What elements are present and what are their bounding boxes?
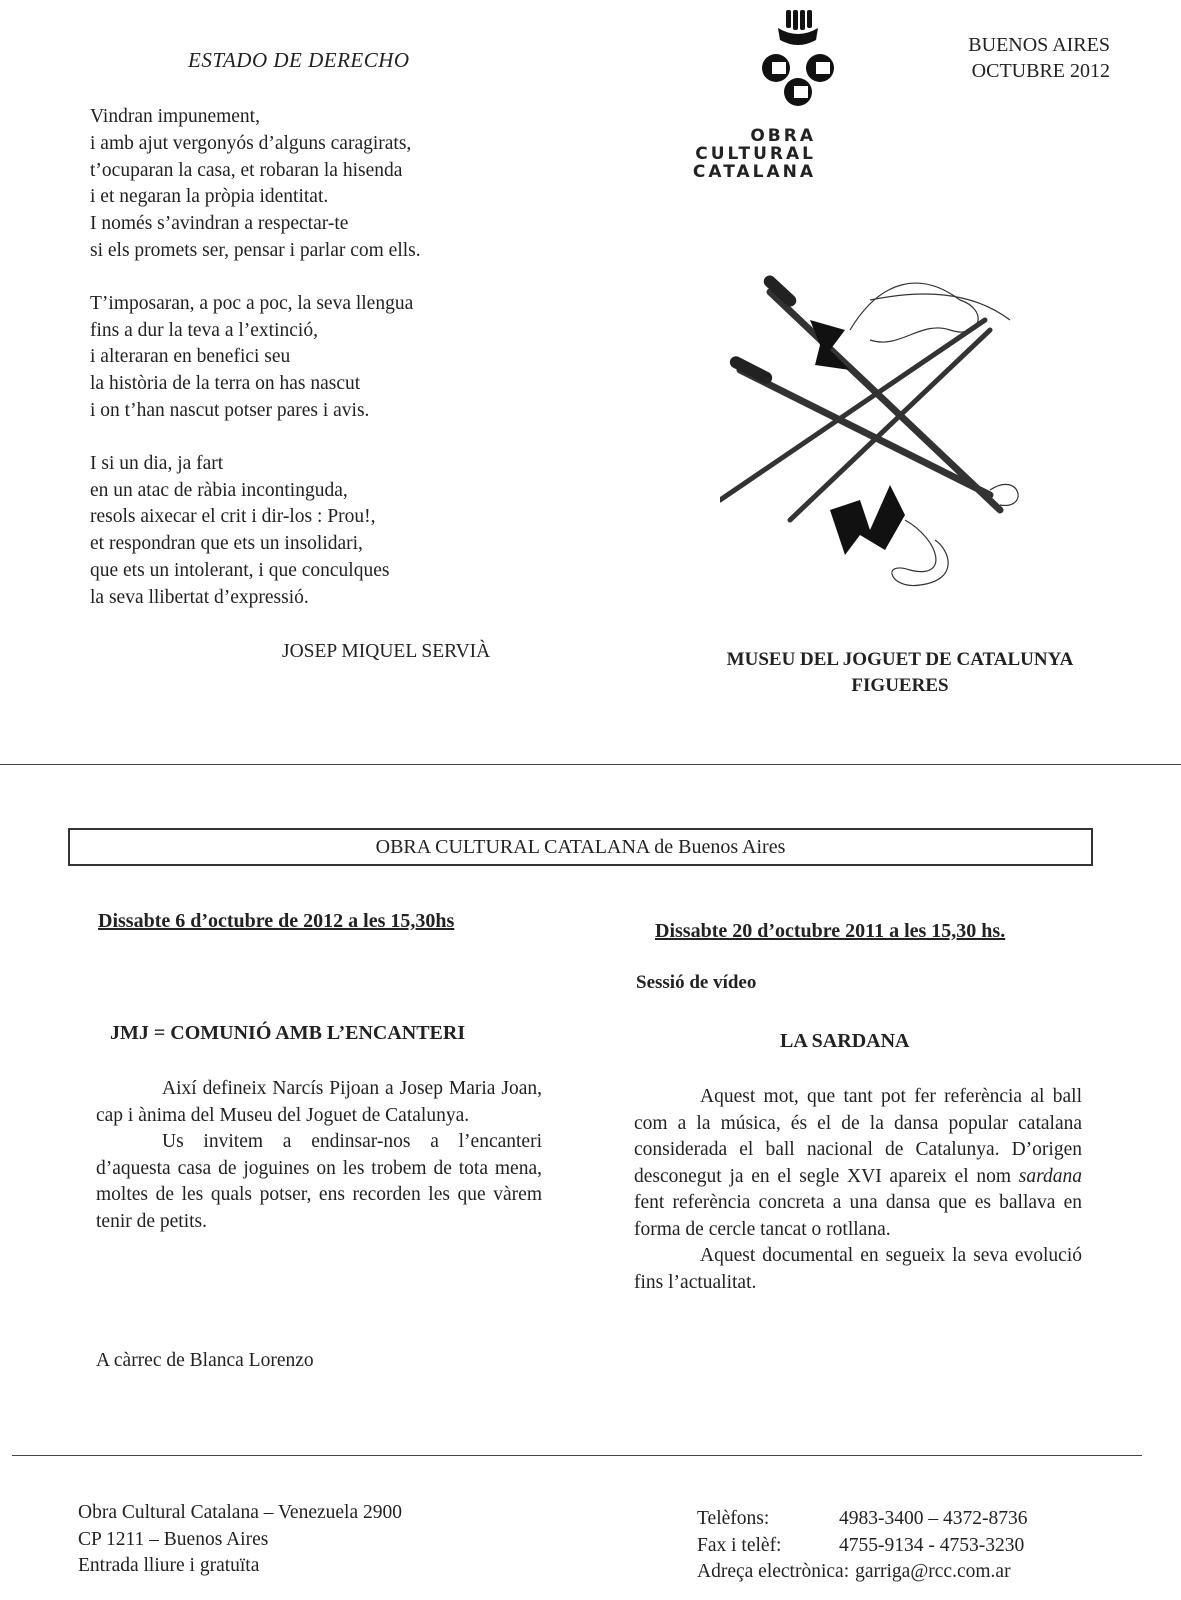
phones-value: 4983-3400 – 4372-8736 [839, 1508, 1028, 1529]
logo-line: CULTURAL [695, 144, 816, 164]
poem-line: i et negaran la pròpia identitat. [90, 186, 329, 208]
footer-address [78, 1500, 402, 1580]
poem-stanza [90, 104, 570, 265]
phones-label: Telèfons: [697, 1508, 770, 1529]
event2-paragraph: Aquest documental en segueix la seva evolució fins l’actualitat. [634, 1245, 1082, 1293]
fax-row [697, 1533, 1028, 1560]
event1-presenter: A càrrec de Blanca Lorenzo [96, 1350, 314, 1371]
museum-caption [690, 647, 1110, 699]
poem-stanza [90, 451, 570, 612]
city-label: BUENOS AIRES [968, 34, 1110, 56]
footer-line: CP 1211 – Buenos Aires [78, 1528, 269, 1550]
poem-line: I només s’avindran a respectar-te [90, 213, 349, 235]
poem-body [90, 104, 570, 638]
event1-date: Dissabte 6 d’octubre de 2012 a les 15,30hs [98, 910, 455, 932]
museum-name: MUSEU DEL JOGUET DE CATALUNYA [726, 649, 1074, 670]
museum-city: FIGUERES [851, 675, 949, 696]
footer-line: Obra Cultural Catalana – Venezuela 2900 [78, 1502, 402, 1523]
poem-line: si els promets ser, pensar i parlar com ells. [90, 239, 421, 261]
email-row [697, 1559, 1028, 1586]
fax-label: Fax i telèf: [697, 1534, 782, 1556]
event2-emphasis: sardana [1018, 1165, 1082, 1187]
event1-title: JMJ = COMUNIÓ AMB L’ENCANTERI [110, 1022, 466, 1044]
poem-line: T’imposaran, a poc a poc, la seva llengua [90, 292, 414, 314]
organization-banner: OBRA CULTURAL CATALANA de Buenos Aires [68, 828, 1093, 866]
event1-paragraph: Així defineix Narcís Pijoan a Josep Maria Joan, cap i ànima del Museu del Joguet de Catalunya. [96, 1078, 542, 1126]
email-value[interactable]: garriga@rcc.com.ar [855, 1561, 1011, 1582]
place-date [930, 32, 1110, 84]
event2-text: Aquest mot, que tant pot fer referència al ball com a la música, és el de la dansa popular catalana considerada el ball nacional de Catalunya. D’origen desconegut ja en el segle XVI apareix el nom [634, 1086, 1082, 1187]
poem-line: et respondran que ets un insolidari, [90, 533, 363, 555]
logo-line: CATALANA [692, 162, 816, 182]
event1-paragraph: Us invitem a endinsar-nos a l’encanteri d’aquesta casa de joguines on les trobem de tota mena, moltes de les quals potser, ens recorden les que vàrem tenir de petits. [96, 1131, 542, 1232]
poem-author: JOSEP MIQUEL SERVIÀ [282, 641, 491, 662]
logo-wordmark [636, 127, 816, 181]
poem-line: i amb ajut vergonyós d’alguns caragirats, [90, 132, 412, 154]
poem-line: resols aixecar el crit i dir-los : Prou!, [90, 506, 376, 528]
phones-row [697, 1506, 1028, 1533]
email-label: Adreça electrònica: [697, 1561, 850, 1582]
diabolo-illustration-icon [720, 270, 1050, 610]
event1-description [96, 1076, 542, 1235]
poem-stanza [90, 291, 570, 425]
logo-line: OBRA [750, 126, 816, 146]
footer-line: Entrada lliure i gratuïta [78, 1555, 260, 1576]
poem-line: la història de la terra on has nascut [90, 373, 361, 395]
poem-line: t’ocuparan la casa, et robaran la hisenda [90, 159, 403, 181]
event2-description [634, 1084, 1082, 1296]
fold-divider [0, 764, 1181, 765]
poem-line: i alteraran en benefici seu [90, 346, 291, 368]
poem-line: fins a dur la teva a l’extinció, [90, 319, 318, 341]
event2-date: Dissabte 20 d’octubre 2011 a les 15,30 hs. [655, 920, 1006, 942]
occ-logo-icon [748, 10, 848, 110]
footer-contact [697, 1506, 1028, 1586]
footer-divider [12, 1455, 1142, 1456]
poem-line: i on t’han nascut potser pares i avis. [90, 399, 370, 421]
month-label: OCTUBRE 2012 [971, 60, 1110, 82]
poem-title: ESTADO DE DERECHO [188, 48, 410, 72]
poem-line: la seva llibertat d’expressió. [90, 586, 309, 608]
poem-line: Vindran impunement, [90, 106, 260, 127]
event2-title: LA SARDANA [780, 1030, 910, 1052]
event2-text: fent referència concreta a una dansa que es ballava en forma de cercle tancat o rotllana. [634, 1192, 1082, 1240]
fax-value: 4755-9134 - 4753-3230 [839, 1534, 1025, 1556]
poem-line: I si un dia, ja fart [90, 452, 224, 474]
poem-line: que ets un intolerant, i que conculques [90, 559, 390, 581]
event2-paragraph [634, 1084, 1082, 1243]
event2-session: Sessió de vídeo [636, 972, 757, 993]
poem-line: en un atac de ràbia incontinguda, [90, 479, 348, 501]
